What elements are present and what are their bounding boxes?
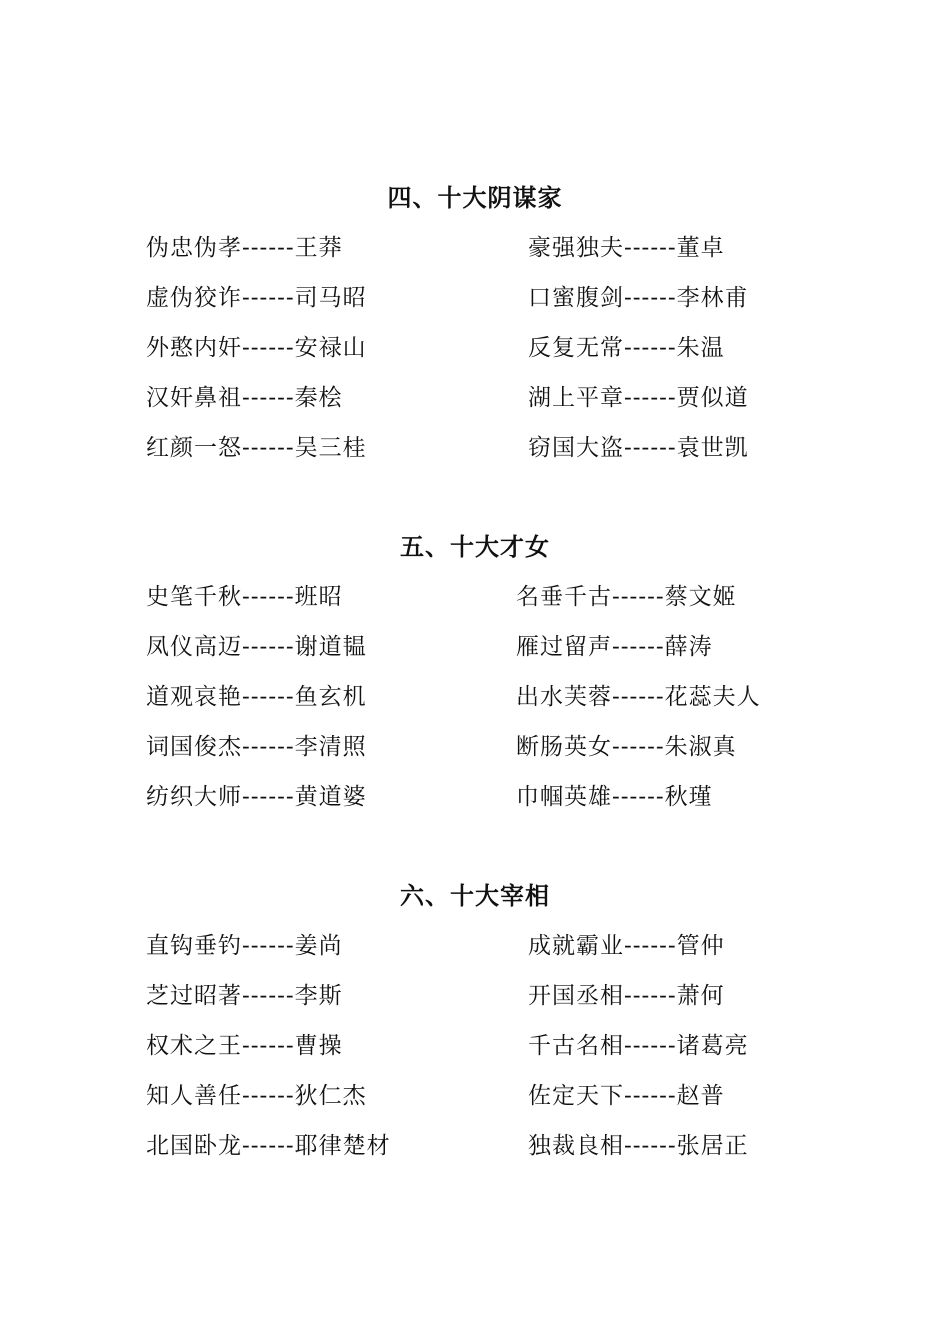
list-item: 雁过留声------薛涛	[516, 634, 713, 660]
list-item: 红颜一怒------吴三桂	[146, 435, 367, 461]
list-item: 佐定天下------赵普	[528, 1083, 725, 1109]
section-title: 六、十大宰相	[400, 881, 550, 910]
list-item: 词国俊杰------李清照	[146, 734, 367, 760]
list-item: 断肠英女------朱淑真	[516, 734, 737, 760]
list-item: 虚伪狡诈------司马昭	[146, 285, 367, 311]
list-item: 豪强独夫------董卓	[528, 235, 725, 261]
list-item: 史笔千秋------班昭	[146, 584, 343, 610]
list-item: 知人善任------狄仁杰	[146, 1083, 367, 1109]
list-item: 汉奸鼻祖------秦桧	[146, 385, 343, 411]
list-item: 伪忠伪孝------王莽	[146, 235, 343, 261]
list-item: 直钩垂钓------姜尚	[146, 933, 343, 959]
list-item: 窃国大盗------袁世凯	[528, 435, 749, 461]
list-item: 开国丞相------萧何	[528, 983, 725, 1009]
list-item: 口蜜腹剑------李林甫	[528, 285, 749, 311]
list-item: 凤仪高迈------谢道韫	[146, 634, 367, 660]
list-item: 巾帼英雄------秋瑾	[516, 784, 713, 810]
list-item: 成就霸业------管仲	[528, 933, 725, 959]
section-title: 四、十大阴谋家	[387, 183, 563, 212]
list-item: 反复无常------朱温	[528, 335, 725, 361]
list-item: 道观哀艳------鱼玄机	[146, 684, 367, 710]
list-item: 纺织大师------黄道婆	[146, 784, 367, 810]
list-item: 出水芙蓉------花蕊夫人	[516, 684, 761, 710]
section-title: 五、十大才女	[400, 532, 550, 561]
list-item: 外憨内奸------安禄山	[146, 335, 367, 361]
list-item: 权术之王------曹操	[146, 1033, 343, 1059]
list-item: 名垂千古------蔡文姬	[516, 584, 737, 610]
list-item: 独裁良相------张居正	[528, 1133, 749, 1159]
list-item: 湖上平章------贾似道	[528, 385, 749, 411]
list-item: 芝过昭著------李斯	[146, 983, 343, 1009]
list-item: 千古名相------诸葛亮	[528, 1033, 749, 1059]
list-item: 北国卧龙------耶律楚材	[146, 1133, 391, 1159]
